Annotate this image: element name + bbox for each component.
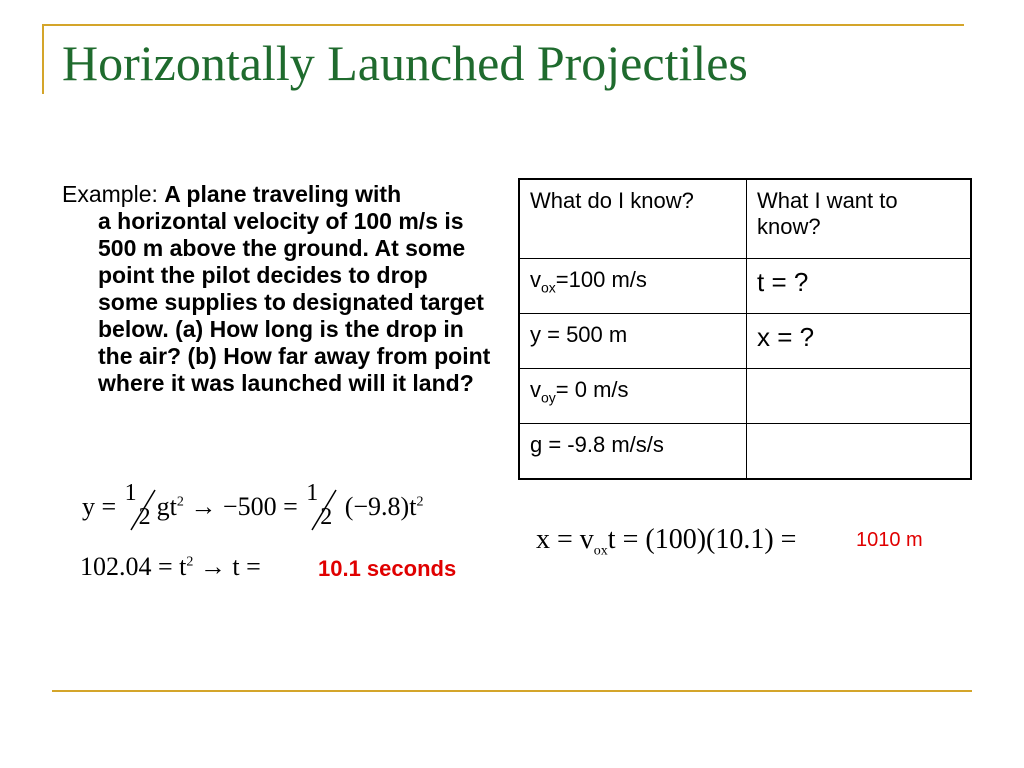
equation-2 xyxy=(80,552,261,582)
frame-top-line xyxy=(42,24,964,26)
frame-bottom-line xyxy=(52,690,972,692)
table-row xyxy=(519,369,971,424)
eq3-sub: ox xyxy=(593,543,608,559)
equation-1 xyxy=(82,480,424,534)
known-main: y = 500 m xyxy=(530,322,628,347)
exponent: 2 xyxy=(176,494,184,510)
eq1-part-a: y = xyxy=(82,491,123,521)
eq2-part-a: 102.04 = t xyxy=(80,552,187,581)
table-row xyxy=(519,424,971,479)
eq1-part-d: (−9.8)t xyxy=(338,491,417,521)
header-want: What I want to know? xyxy=(747,179,972,259)
slide-title: Horizontally Launched Projectiles xyxy=(62,35,748,91)
eq2-part-b: → t = xyxy=(193,552,261,581)
known-cell xyxy=(519,259,747,314)
example-first-line xyxy=(62,181,494,208)
known-sub: oy xyxy=(541,389,556,406)
header-know: What do I know? xyxy=(519,179,747,259)
know-want-table xyxy=(518,178,972,480)
known-cell xyxy=(519,424,747,479)
eq3-part-b: t = (100)(10.1) = xyxy=(607,524,797,555)
equation-3 xyxy=(536,524,796,560)
answer-distance: 1010 m xyxy=(856,529,923,551)
known-main: v xyxy=(530,377,541,402)
table-row xyxy=(519,314,971,369)
known-rest: =100 m/s xyxy=(555,267,647,292)
known-rest: = 0 m/s xyxy=(555,377,629,402)
example-bold-first: A plane traveling with xyxy=(164,181,402,207)
frac-numerator: 1 xyxy=(306,480,319,506)
fraction-half xyxy=(123,480,157,534)
known-main: g = -9.8 m/s/s xyxy=(530,432,664,457)
want-cell xyxy=(747,424,972,479)
answer-time: 10.1 seconds xyxy=(318,556,457,581)
known-cell xyxy=(519,314,747,369)
example-text xyxy=(62,181,494,397)
known-main: v xyxy=(530,267,541,292)
want-cell: x = ? xyxy=(747,314,972,369)
want-cell: t = ? xyxy=(747,259,972,314)
want-cell xyxy=(747,369,972,424)
frac-numerator: 1 xyxy=(124,480,137,506)
fraction-half xyxy=(304,480,338,534)
example-bold-rest: a horizontal velocity of 100 m/s is 500 m above the ground. At some point the pilot decides to drop some supplies to designated target below. (a) How long is the drop in the air? (b) How far away from point where it was launched will it land? xyxy=(98,208,491,396)
eq3-part-a: x = v xyxy=(536,524,594,555)
frac-denominator: 2 xyxy=(138,504,151,530)
example-prefix: Example: xyxy=(62,181,165,207)
table-row xyxy=(519,259,971,314)
known-sub: ox xyxy=(541,279,556,296)
exponent: 2 xyxy=(416,494,424,510)
table-header-row xyxy=(519,179,971,259)
frac-denominator: 2 xyxy=(320,504,333,530)
frame-left-line xyxy=(42,24,44,94)
eq1-part-c: → −500 = xyxy=(183,491,305,521)
exponent: 2 xyxy=(186,554,194,570)
known-cell xyxy=(519,369,747,424)
eq1-part-b: gt xyxy=(156,491,177,521)
